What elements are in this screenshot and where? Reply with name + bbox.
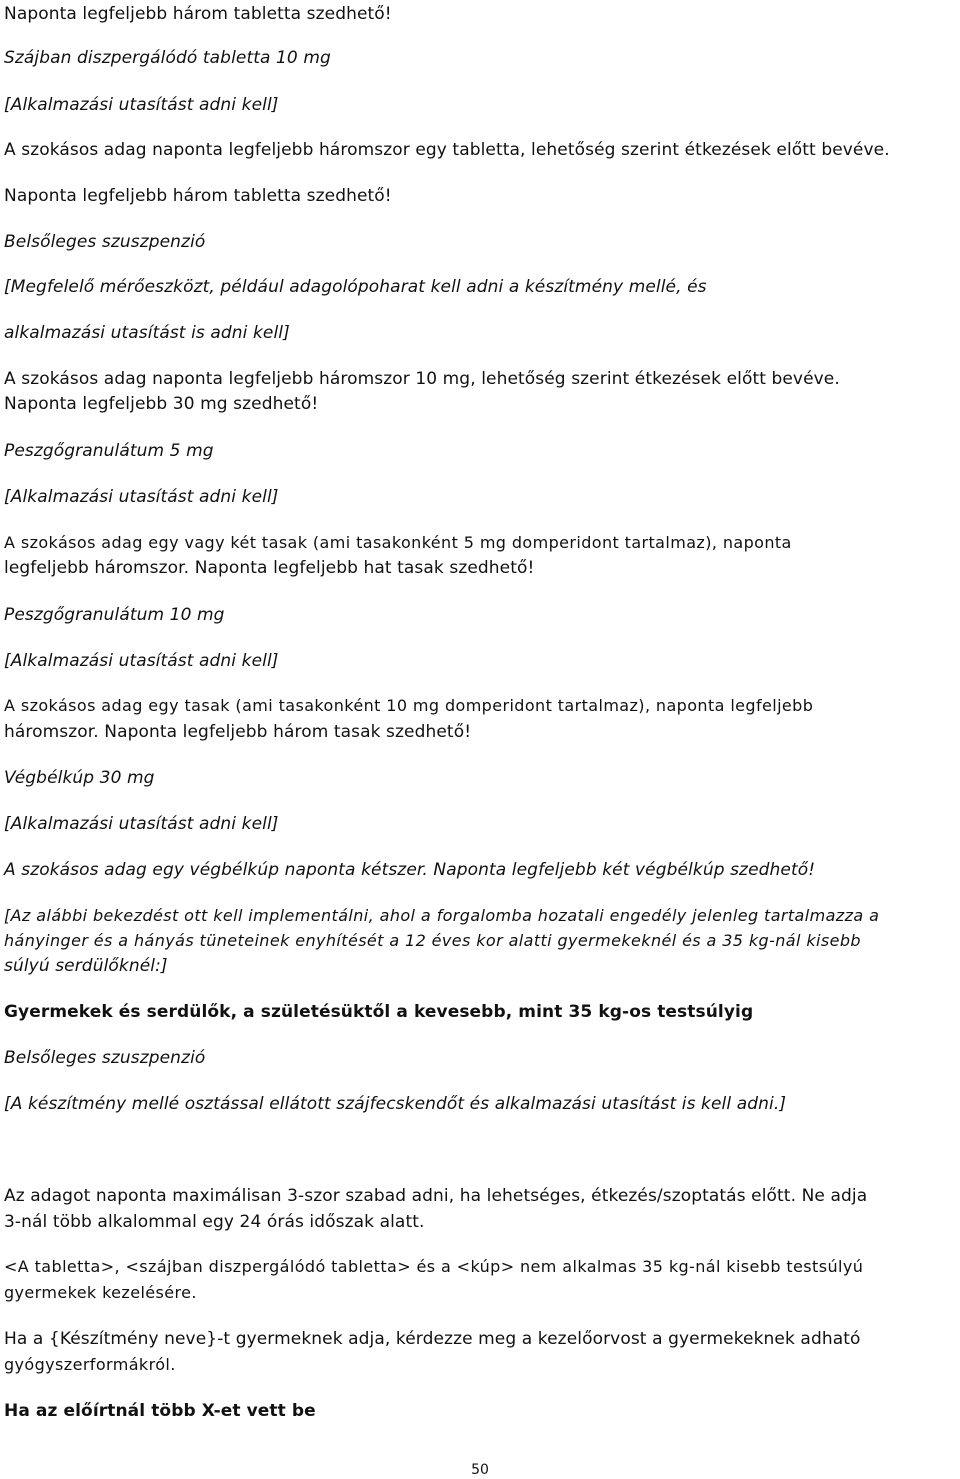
implementation-note: súlyú serdülőknél:] — [4, 956, 168, 976]
max-dose-note: Naponta legfeljebb 30 mg szedhető! — [4, 394, 319, 414]
instruction-note: [Megfelelő mérőeszközt, például adagolópoharat kell adni a készítmény mellé, és — [4, 277, 707, 297]
max-three-tablets-note: Naponta legfeljebb három tabletta szedhető! — [4, 4, 392, 24]
section-heading-suppository-30mg: Végbélkúp 30 mg — [4, 768, 155, 788]
page-number: 50 — [471, 1462, 489, 1478]
section-heading-effervescent-10mg: Peszgőgranulátum 10 mg — [4, 605, 225, 625]
max-dose-note: Naponta legfeljebb három tabletta szedhető! — [4, 186, 392, 206]
dosage-text: A szokásos adag naponta legfeljebb háromszor 10 mg, lehetőség szerint étkezések előtt bevéve. — [4, 369, 840, 389]
instruction-note: alkalmazási utasítást is adni kell] — [4, 323, 290, 343]
dosage-text: A szokásos adag egy tasak (ami tasakonként 10 mg domperidont tartalmaz), naponta legfeljebb — [4, 696, 814, 715]
section-heading-oral-suspension: Belsőleges szuszpenzió — [4, 1048, 206, 1068]
section-heading-overdose: Ha az előírtnál több X-et vett be — [4, 1401, 316, 1421]
advice-text: gyógyszerformákról. — [4, 1355, 176, 1374]
dosage-text: háromszor. Naponta legfeljebb három tasak szedhető! — [4, 722, 472, 742]
dosage-text: A szokásos adag egy vagy két tasak (ami tasakonként 5 mg domperidont tartalmaz), naponta — [4, 533, 792, 552]
dosage-text: Az adagot naponta maximálisan 3-szor szabad adni, ha lehetséges, étkezés/szoptatás előtt. Ne adja — [4, 1186, 868, 1206]
section-heading-children: Gyermekek és serdülők, a születésüktől a kevesebb, mint 35 kg-os testsúlyig — [4, 1002, 754, 1022]
implementation-note: [Az alábbi bekezdést ott kell implementálni, ahol a forgalomba hozatali engedély jelenleg tartalmazza a — [4, 906, 880, 925]
section-heading-oral-suspension: Belsőleges szuszpenzió — [4, 232, 206, 252]
instruction-note: [Alkalmazási utasítást adni kell] — [4, 814, 279, 834]
dosage-text: A szokásos adag naponta legfeljebb háromszor egy tabletta, lehetőség szerint étkezések előtt bevéve. — [4, 140, 890, 160]
implementation-note: hányinger és a hányás tüneteinek enyhítését a 12 éves kor alatti gyermekeknél és a 35 kg-nál kisebb — [4, 931, 861, 950]
advice-text: Ha a {Készítmény neve}-t gyermeknek adja, kérdezze meg a kezelőorvost a gyermekeknek adható — [4, 1329, 861, 1349]
suitability-note: gyermekek kezelésére. — [4, 1283, 197, 1302]
dosage-text: 3-nál több alkalommal egy 24 órás időszak alatt. — [4, 1212, 425, 1232]
section-heading-effervescent-5mg: Peszgőgranulátum 5 mg — [4, 441, 214, 461]
suitability-note: <A tabletta>, <szájban diszpergálódó tabletta> és a <kúp> nem alkalmas 35 kg-nál kisebb testsúlyú — [4, 1257, 864, 1276]
section-heading-orodispersible-10mg: Szájban diszpergálódó tabletta 10 mg — [4, 48, 331, 68]
instruction-note: [Alkalmazási utasítást adni kell] — [4, 95, 279, 115]
instruction-note: [Alkalmazási utasítást adni kell] — [4, 487, 279, 507]
dosage-text: legfeljebb háromszor. Naponta legfeljebb hat tasak szedhető! — [4, 558, 535, 578]
instruction-note: [A készítmény mellé osztással ellátott szájfecskendőt és alkalmazási utasítást is kell adni.] — [4, 1094, 787, 1114]
dosage-text: A szokásos adag egy végbélkúp naponta kétszer. Naponta legfeljebb két végbélkúp szedhető! — [4, 860, 816, 880]
instruction-note: [Alkalmazási utasítást adni kell] — [4, 651, 279, 671]
